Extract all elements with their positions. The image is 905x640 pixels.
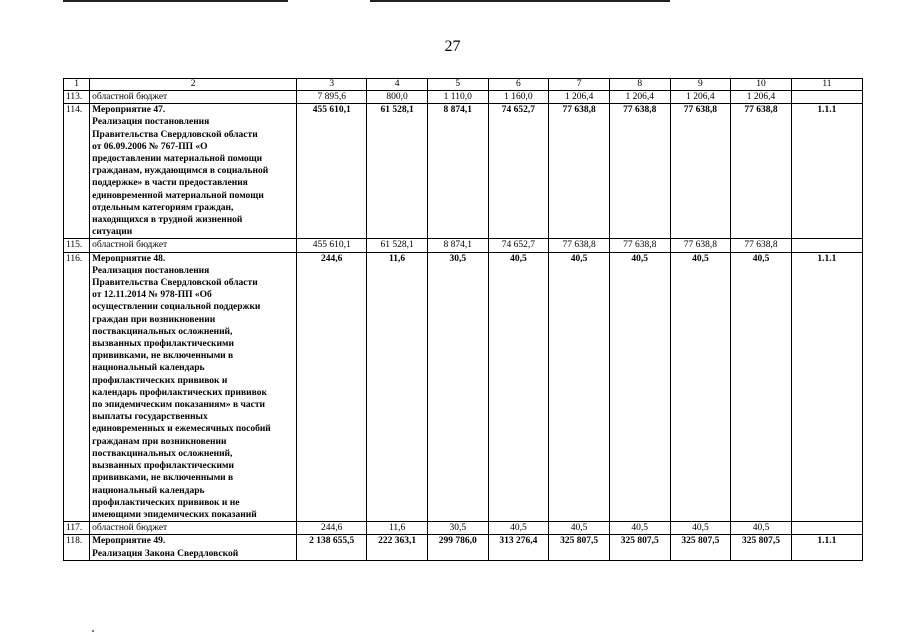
description-line: ситуации [92, 227, 133, 238]
value-cell-col-8: 325 807,5 [609, 535, 670, 560]
description-line: профилактических прививок и не [92, 497, 240, 508]
value-cell-col-6: 40,5 [488, 252, 549, 521]
description-line: Реализация постановления [92, 265, 210, 276]
header-row [64, 79, 863, 91]
value-cell-col-10: 40,5 [731, 522, 792, 535]
target-code-cell: 1.1.1 [791, 104, 862, 239]
description-line: профилактических прививок и [92, 375, 228, 386]
value-cell-col-10: 40,5 [731, 252, 792, 521]
header-cell-2: 2 [90, 79, 297, 91]
description-line: Мероприятие 48. [92, 253, 166, 264]
description-line: по эпидемическим показаниям» в части [92, 400, 265, 411]
description-line: гражданам, нуждающимся в социальной [92, 166, 269, 177]
header-cell-10: 10 [731, 79, 792, 91]
row-number: 113. [64, 91, 90, 104]
value-cell-col-8: 40,5 [609, 522, 670, 535]
value-cell-col-5: 1 110,0 [427, 91, 488, 104]
value-cell-col-7: 77 638,8 [549, 239, 610, 252]
value-cell-col-9: 77 638,8 [670, 104, 731, 239]
description-line: национальный календарь [92, 363, 205, 374]
value-cell-col-5: 8 874,1 [427, 104, 488, 239]
header-cell-6: 6 [488, 79, 549, 91]
header-cell-11: 11 [791, 79, 862, 91]
top-border-line-left [63, 0, 288, 2]
value-cell-col-8: 77 638,8 [609, 239, 670, 252]
value-cell-col-4: 61 528,1 [367, 239, 428, 252]
description-line: поствакцинальных осложнений, [92, 326, 233, 337]
value-cell-col-3: 455 610,1 [297, 239, 367, 252]
description-line: единовременной материальной помощи [92, 190, 264, 201]
value-cell-col-10: 325 807,5 [731, 535, 792, 560]
value-cell-col-10: 77 638,8 [731, 104, 792, 239]
value-cell-col-9: 40,5 [670, 522, 731, 535]
value-cell-col-3: 455 610,1 [297, 104, 367, 239]
description-line: от 06.09.2006 № 767-ПП «О [92, 141, 208, 152]
value-cell-col-7: 325 807,5 [549, 535, 610, 560]
description-line: гражданам при возникновении [92, 436, 227, 447]
value-cell-col-7: 40,5 [549, 522, 610, 535]
description-line: прививками, не включенными в [92, 351, 234, 362]
value-cell-col-3: 244,6 [297, 522, 367, 535]
value-cell-col-4: 11,6 [367, 522, 428, 535]
description-line: находящихся в трудной жизненной [92, 215, 243, 226]
value-cell-col-5: 30,5 [427, 522, 488, 535]
value-cell-col-6: 40,5 [488, 522, 549, 535]
value-cell-col-4: 11,6 [367, 252, 428, 521]
description-line: национальный календарь [92, 485, 205, 496]
row-description [90, 535, 297, 560]
description-line: единовременных и ежемесячных пособий [92, 424, 271, 435]
row-description [90, 91, 297, 104]
row-description [90, 104, 297, 239]
value-cell-col-7: 1 206,4 [549, 91, 610, 104]
value-cell-col-4: 222 363,1 [367, 535, 428, 560]
description-line: областной бюджет [92, 240, 168, 251]
description-line: Реализация постановления [92, 117, 210, 128]
description-line: имеющими эпидемических показаний [92, 509, 257, 520]
row-number: 117. [64, 522, 90, 535]
description-line: областной бюджет [92, 92, 168, 102]
description-line: выплаты государственных [92, 412, 208, 423]
scan-speck [92, 630, 94, 632]
value-cell-col-9: 40,5 [670, 252, 731, 521]
row-description [90, 252, 297, 521]
description-line: предоставлении материальной помощи [92, 154, 263, 165]
description-line: календарь профилактических прививок [92, 387, 267, 398]
row-description [90, 522, 297, 535]
value-cell-col-9: 77 638,8 [670, 239, 731, 252]
header-cell-5: 5 [427, 79, 488, 91]
description-line: осуществлении социальной поддержки [92, 302, 261, 313]
value-cell-col-7: 77 638,8 [549, 104, 610, 239]
value-cell-col-6: 74 652,7 [488, 239, 549, 252]
top-border-line-right [370, 0, 670, 2]
budget-table [63, 78, 863, 561]
target-code-cell [791, 91, 862, 104]
value-cell-col-6: 74 652,7 [488, 104, 549, 239]
target-code-cell [791, 522, 862, 535]
value-cell-col-3: 244,6 [297, 252, 367, 521]
header-cell-1: 1 [64, 79, 90, 91]
target-code-cell: 1.1.1 [791, 535, 862, 560]
value-cell-col-9: 1 206,4 [670, 91, 731, 104]
table-row [64, 535, 863, 560]
table-row [64, 252, 863, 521]
description-line: Правительства Свердловской области [92, 129, 258, 140]
description-line: Реализация Закона Свердловской [92, 548, 239, 559]
header-cell-8: 8 [609, 79, 670, 91]
value-cell-col-8: 1 206,4 [609, 91, 670, 104]
value-cell-col-4: 61 528,1 [367, 104, 428, 239]
value-cell-col-5: 30,5 [427, 252, 488, 521]
value-cell-col-3: 7 895,6 [297, 91, 367, 104]
description-line: прививками, не включенными в [92, 473, 234, 484]
header-cell-4: 4 [367, 79, 428, 91]
row-number: 114. [64, 104, 90, 239]
description-line: поддержке» в части предоставления [92, 178, 248, 189]
value-cell-col-10: 77 638,8 [731, 239, 792, 252]
description-line: поствакцинальных осложнений, [92, 448, 233, 459]
value-cell-col-8: 77 638,8 [609, 104, 670, 239]
description-line: вызванных профилактическими [92, 339, 234, 350]
header-cell-3: 3 [297, 79, 367, 91]
table-row [64, 91, 863, 104]
description-line: от 12.11.2014 № 978-ПП «Об [92, 290, 212, 301]
row-description [90, 239, 297, 252]
value-cell-col-3: 2 138 655,5 [297, 535, 367, 560]
target-code-cell: 1.1.1 [791, 252, 862, 521]
row-number: 115. [64, 239, 90, 252]
value-cell-col-4: 800,0 [367, 91, 428, 104]
row-number: 116. [64, 252, 90, 521]
description-line: областной бюджет [92, 523, 168, 534]
table-row [64, 522, 863, 535]
description-line: Правительства Свердловской области [92, 278, 258, 289]
value-cell-col-8: 40,5 [609, 252, 670, 521]
value-cell-col-5: 8 874,1 [427, 239, 488, 252]
description-line: вызванных профилактическими [92, 461, 234, 472]
value-cell-col-10: 1 206,4 [731, 91, 792, 104]
header-cell-9: 9 [670, 79, 731, 91]
value-cell-col-6: 313 276,4 [488, 535, 549, 560]
description-line: отдельным категориям граждан, [92, 202, 234, 213]
row-number: 118. [64, 535, 90, 560]
value-cell-col-5: 299 786,0 [427, 535, 488, 560]
description-line: граждан при возникновении [92, 314, 216, 325]
description-line: Мероприятие 47. [92, 105, 166, 116]
header-cell-7: 7 [549, 79, 610, 91]
description-line: Мероприятие 49. [92, 536, 166, 547]
value-cell-col-9: 325 807,5 [670, 535, 731, 560]
target-code-cell [791, 239, 862, 252]
table-row [64, 104, 863, 239]
value-cell-col-7: 40,5 [549, 252, 610, 521]
page-number: 27 [444, 38, 461, 55]
table-row [64, 239, 863, 252]
value-cell-col-6: 1 160,0 [488, 91, 549, 104]
